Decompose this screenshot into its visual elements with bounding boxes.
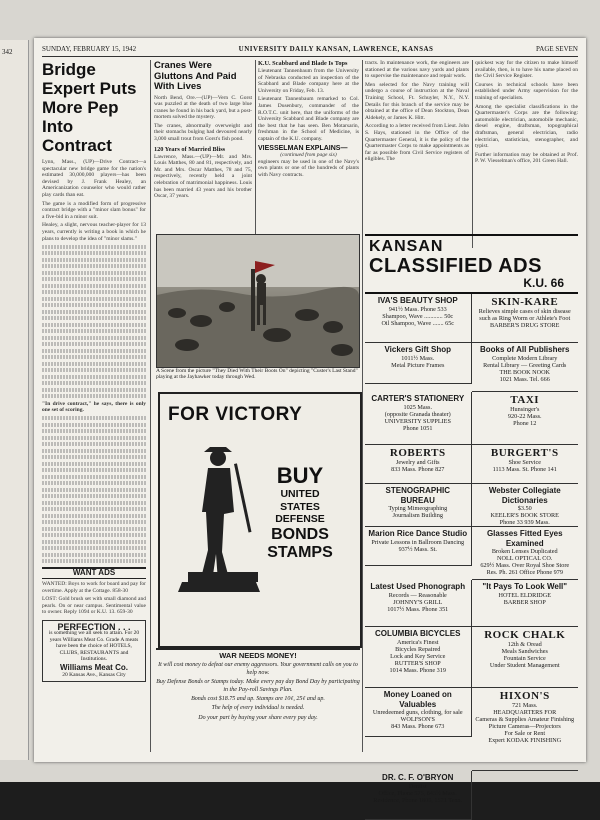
classified-ad-name: TAXI xyxy=(510,394,540,406)
classified-ad-line: Office, Phone 575, 845½ Mass. xyxy=(378,789,457,797)
classified-ad-line: Res. Ph. 261 Office Phone 979 xyxy=(486,569,563,576)
classified-ad-name: ROBERTS xyxy=(389,447,446,459)
williams-ad-title: PERFECTION . . . xyxy=(57,621,131,632)
classified-ad-line: BARBER SHOP xyxy=(503,598,546,606)
classified-ad-line: UNIVERSITY SUPPLIES xyxy=(384,417,451,425)
classified-ad xyxy=(365,527,472,566)
classified-ad-line: Phone 12 xyxy=(513,420,537,427)
scabbard-p2: Lieutenant Tannenbaum remarked to Col. James Dusenbury, commander of the R.O.T.C. unit here, that the uniforms of the University Scabbard and Blade company are the best that he has seen. Ben Motarsarin, freshman in the School of Medicine, is captain of the K.U. company. xyxy=(258,96,359,142)
viesselman-subhead: VIESSELMAN EXPLAINS— xyxy=(258,144,348,152)
classified-ad-line: Jewelry and Gifts xyxy=(395,459,440,466)
classified-ad-name: CARTER'S STATIONERY xyxy=(371,394,465,403)
header-page-number: PAGE SEVEN xyxy=(536,45,578,53)
classified-ad xyxy=(472,294,579,343)
williams-ad-text: is something we all seek to attain. For 20 years Williams Meat Co. Grade A meats have been the choice of HOTELS, CLUBS, RESTAURANTS and Institutions. xyxy=(48,630,140,663)
classified-ad-line: 1017½ Mass. Phone 351 xyxy=(387,605,449,613)
classified-title: CLASSIFIED ADS xyxy=(369,255,542,277)
classified-ad xyxy=(472,527,579,580)
classified-ad-line: 843 Mass. Phone 673 xyxy=(391,723,445,730)
buy-word: BUY xyxy=(276,463,324,488)
column-cranes-story xyxy=(154,60,252,236)
page-header xyxy=(42,42,578,57)
classified-ad xyxy=(365,771,472,820)
bridge-paragraph-2: The game is a modified form of progressive contract bridge with a "minor slam bonus" for a five-bid in a minor suit. xyxy=(42,200,146,220)
classified-ad-line: Relieves simple cases of skin disease such as Ring Worm or Athlete's Foot xyxy=(478,308,571,322)
classified-ad-line: 629½ Mass. Over Royal Shoe Store xyxy=(480,562,570,569)
classified-ad xyxy=(472,343,579,392)
cranes-p1: North Bend, Ore.—(UP)—Vern C. Gorst was puzzled at the death of two large blue cranes he found in his back yard, but a post-mortem solved the mystery. xyxy=(154,94,252,121)
williams-meat-ad xyxy=(42,620,146,682)
classified-ad xyxy=(472,484,579,527)
bridge-headline: Bridge Expert Puts More Pep Into Contract xyxy=(42,60,137,155)
classified-ad xyxy=(365,688,472,737)
classified-ad-line: Lock and Key Service xyxy=(390,652,446,660)
classified-ad xyxy=(472,580,579,627)
classified-ad-line: Complete Modern Library xyxy=(492,354,558,362)
war-needs-line-3: Bonds cost $18.75 and up. Stamps are 10¢, 25¢ and up. xyxy=(191,696,325,703)
classified-ad xyxy=(365,580,472,627)
civil-p3: Among the specialist classifications in the Quartermaster's Corps are the following: automobile electrician, automobile mechanic, diesel engine, draftsman, topographical draftsman, general electrician, radio electrician, statistician, stenographer, and typist. xyxy=(475,103,578,150)
classified-ad-line: Shoe Service xyxy=(508,459,541,466)
classified-ad-line: Private Lessons in Ballroom Dancing xyxy=(371,538,465,546)
header-date: SUNDAY, FEBRUARY 15, 1942 xyxy=(42,45,137,53)
classified-ad-line: Expert KODAK FINISHING xyxy=(488,737,562,744)
classified-ad-line: Oil Shampoo, Wave ....... 65c xyxy=(381,319,455,327)
classified-ad-line: Under Student Management xyxy=(489,662,560,669)
war-needs-line-4: The help of every individual is needed. xyxy=(211,705,305,712)
movie-scene-photo xyxy=(156,234,360,368)
classified-ad-line: Shampoo, Wave ............ 50c xyxy=(382,312,454,320)
classified-ad-line: RUTTER'S SHOP xyxy=(394,659,441,667)
war-needs-title: WAR NEEDS MONEY! xyxy=(219,651,297,660)
viesselman-p1: engineers may be used in one of the Navy's own plants or one of the hundreds of plants with Navy contracts. xyxy=(258,158,359,178)
classified-ad-name: COLUMBIA BICYCLES xyxy=(375,629,461,638)
united-word: UNITED xyxy=(280,488,320,500)
custer-scene-illustration xyxy=(157,235,359,367)
classified-ad xyxy=(472,627,579,688)
scabbard-headline: K.U. Scabbard and Blade Is Tops xyxy=(258,60,348,67)
classified-kansan: KANSAN xyxy=(369,238,444,255)
classified-ad-line: 920-22 Mass. xyxy=(507,413,542,420)
column-navy-story xyxy=(365,60,469,236)
bridge-paragraph-3: Healey, a slight, nervous teacher-player for 13 years, currently is writing a book in which he plans to develop the idea of "minor slams." xyxy=(42,222,146,242)
classified-ad-line: 833 Mass. Phone 827 xyxy=(391,466,445,473)
classified-ad xyxy=(365,392,472,445)
classified-ad-line: THE BOOK NOOK xyxy=(499,368,551,376)
classified-ad-name: SKIN-KARE xyxy=(491,296,559,308)
classified-ad-name: DR. C. F. O'BRYON xyxy=(382,773,454,782)
war-needs-line-1: It will cost money to defeat our enemy aggressors. Your government calls on you to help now. xyxy=(158,662,358,676)
classified-ad-name: STENOGRAPHIC BUREAU xyxy=(385,486,450,505)
classified-ad-line: For Sale or Rent xyxy=(504,730,546,737)
bridge-subhead: "In drive contract," he says, there is only one set of scoring. xyxy=(42,400,146,414)
previous-page-edge[interactable] xyxy=(0,40,29,760)
newspaper-page xyxy=(34,38,586,804)
classified-ad-name: Webster Collegiate Dictionaries xyxy=(488,486,561,505)
classified-ads-section xyxy=(365,234,578,804)
classified-ad-line: HEADQUARTERS FOR xyxy=(493,709,557,716)
classified-ad-line: 721 Mass. xyxy=(512,702,538,709)
classified-ad-name: HIXON'S xyxy=(499,690,550,702)
classified-ad-line: Fountain Service xyxy=(503,655,546,662)
classified-ad-line: Meals Sandwiches xyxy=(501,648,548,655)
classified-ad-line: Picture Cameras—Projectors xyxy=(488,723,561,730)
classified-ad-name: "It Pays To Look Well" xyxy=(482,582,568,591)
classified-ad-name: Glasses Fitted Eyes Examined xyxy=(486,529,563,548)
civil-p1: quickest way for the citizen to make himself available, then, is to have his name placed on the Civil Service Register. xyxy=(475,60,578,80)
classified-ad-line: Metal Picture Frames xyxy=(391,361,445,369)
classified-ad-name: Books of All Publishers xyxy=(480,345,570,354)
classified-ad-line: 1025 Mass. xyxy=(403,403,433,411)
classified-ad-line: 941½ Mass. Phone 533 xyxy=(388,305,447,313)
classified-ad-name: Money Loaned on Valuables xyxy=(383,690,452,709)
classified-ad-line: 1011½ Mass. xyxy=(401,354,435,362)
classified-ad-line: Rental Library — Greeting Cards xyxy=(483,361,567,369)
header-paper-name: UNIVERSITY DAILY KANSAN, LAWRENCE, KANSAS xyxy=(238,45,434,53)
married-bliss-p: Lawrence, Mass.—(UP)—Mr. and Mrs. Louis Matthes, 80 and 81, respectively, and Mr. and Mrs. Oscar Matthes, 78 and 75, respectively, recently held a joint celebration of matrimonial happiness. Louis has been married 43 years and his brother Oscar, 37 years. xyxy=(154,153,252,200)
classified-ad-line: Journalism Building xyxy=(392,512,443,519)
previous-page-number: 342 xyxy=(2,48,13,56)
classified-ad-line: Phone 33 939 Mass. xyxy=(499,519,550,526)
classified-ad-line: NOLL OPTICAL CO. xyxy=(497,555,553,562)
classified-header xyxy=(365,234,578,294)
classified-phone: K.U. 66 xyxy=(523,276,564,290)
classified-ad-name: BURGERT'S xyxy=(490,447,559,459)
williams-ad-company: Williams Meat Co. xyxy=(60,662,128,672)
classified-ad xyxy=(365,445,472,484)
classified-ad-line: Dentist xyxy=(408,782,427,790)
classified-grid xyxy=(365,294,578,820)
classified-ad-name: Latest Used Phonograph xyxy=(370,582,466,591)
civil-p2: Courses in technical schools have been established under Army supervision for the training of specialists. xyxy=(475,81,578,101)
classified-ad xyxy=(365,627,472,688)
classified-ad xyxy=(365,343,472,384)
classified-ad-name: IVA'S BEAUTY SHOP xyxy=(377,296,458,305)
classified-ad-name: Vickers Gift Shop xyxy=(384,345,452,354)
navy-p1: tracts. In maintenance work, the engineers are stationed at the various navy yards and plants to supervise the maintenance and repair work. xyxy=(365,60,469,80)
classified-ad-line: 1021 Mass. Tel. 666 xyxy=(499,375,550,383)
classified-ad-line: Bicycles Repaired xyxy=(395,645,441,653)
classified-ad-line: WOLFSON'S xyxy=(400,716,435,723)
classified-ad-line: 937½ Mass. St. xyxy=(398,545,437,553)
classified-ad-line: BARBER'S DRUG STORE xyxy=(490,322,560,329)
bonds-word: BONDS xyxy=(271,525,329,543)
want-ad-2: LOST: Gold brush set with small diamond and pearls. On or near campus. Sentimental value to owner. Reply 1094 or K.U. 13. 659-30 xyxy=(42,596,146,616)
defense-word: DEFENSE xyxy=(275,513,325,525)
classified-ad-line: Records — Reasonable xyxy=(388,591,447,599)
classified-ad-line: 1113 Mass. St. Phone 141 xyxy=(492,466,557,473)
classified-ad-line: (opposite Granada theater) xyxy=(384,410,451,418)
classified-ad-line: 1014 Mass. Phone 319 xyxy=(389,666,446,674)
classified-ad-line: Broken Lenses Duplicated xyxy=(491,548,558,555)
war-needs-line-5: Do your part by buying your share every pay day. xyxy=(198,714,318,721)
viesselman-continued: (continued from page six) xyxy=(280,152,337,159)
classified-ad-line: Phone 1051 xyxy=(403,424,433,432)
classified-ad-line: Unredeemed guns, clothing, for sale xyxy=(372,709,463,716)
stamps-word: STAMPS xyxy=(267,543,333,561)
buy-bonds-text xyxy=(254,464,346,562)
cranes-headline: Cranes Were Gluttons And Paid With Lives xyxy=(154,60,237,92)
scabbard-p1: Lieutenant Tannenbaum from the University of Nebraska conducted an inspection of the Scabbard and Blade company here at the University on Friday, Feb. 13. xyxy=(258,68,359,94)
williams-ad-address: 20 Kansas Ave., Kansas City xyxy=(62,671,126,678)
civil-p4: Further information may be obtained at Prof. P. W. Viesselman's office, 201 Green Hall. xyxy=(475,151,578,165)
classified-ad xyxy=(472,392,579,445)
classified-ad-line: Hunsinger's xyxy=(510,406,540,413)
want-ads-title: WANT ADS xyxy=(42,567,146,579)
classified-ad-line: Residence, Phone 1806, 1521 Tenn. xyxy=(373,796,463,804)
column-civil-service xyxy=(475,60,578,236)
classified-ad-name: ROCK CHALK xyxy=(484,629,566,641)
classified-ad-line: America's Finest xyxy=(397,638,439,646)
classified-ad-line: Cameras & Supplies Amateur Finishing xyxy=(475,716,575,723)
cranes-p2: The cranes, abnormally overweight and their stomachs bulging had devoured nearly 3,000 small trout from Gorst's fish pond. xyxy=(154,122,252,143)
war-needs-money-notice xyxy=(156,648,360,754)
classified-ad-line: 12th & Oread xyxy=(507,641,542,648)
classified-ad xyxy=(472,688,579,771)
classified-ad xyxy=(365,294,472,343)
classified-ad-line: $3.50 xyxy=(517,505,532,512)
movie-photo-caption: A Scene from the picture "They Died With Their Boots On" depicting "Custer's Last Stand" playing at the Jayhawker today through Wed. xyxy=(156,368,358,381)
want-ad-1: WANTED: Boys to work for board and pay for overtime. Apply at the Cottage. 858-30 xyxy=(42,580,146,594)
bridge-lead: Lynn, Mass., (UP)—Drive Contract—a spectacular new bridge game for the nation's estimated 30,000,000 players—has been devised by J. Frank Healey, an Americanization counselor who would rather play cards than eat. xyxy=(42,159,146,198)
classified-ad-line: Typing Mimeographing xyxy=(388,505,448,512)
classified-ad xyxy=(365,484,472,527)
for-victory-heading: FOR VICTORY xyxy=(168,404,303,425)
minuteman-statue-icon xyxy=(178,442,260,592)
war-needs-line-2: Buy Defense Bonds or Stamps today. Make every pay day Bond Day by participating in the Pay-roll Savings Plan. xyxy=(156,679,360,693)
classified-ad xyxy=(472,445,579,484)
classified-ad-line: JOHNNY'S GRILL xyxy=(393,598,443,606)
classified-ad-line: HOTEL ELDRIDGE xyxy=(498,591,552,599)
married-bliss-subhead: 120 Years of Married Bliss xyxy=(154,145,226,153)
classified-ad-line: KEELER'S BOOK STORE xyxy=(490,512,559,519)
column-scabbard-story xyxy=(258,60,359,236)
column-bridge-story xyxy=(42,60,146,754)
defense-bonds-ad xyxy=(158,392,362,648)
states-word: STATES xyxy=(280,500,320,513)
navy-p3: According to a letter received from Lieut. John S. Hays, stationed in the Office of the Quartermaster General, it is the policy of the Quartermaster Corps to make appointments as far as possible from Civil Service registers of eligibles. The xyxy=(365,123,469,163)
navy-p2: Men selected for the Navy training will undergo a course of instruction at the Naval Training School, Ft. Schuyler, N.Y., N.Y. Details for this branch of the service may be obtained at the office of Dean Stockton, Dean Aldekely, or James K. Hitt. xyxy=(365,81,469,121)
classified-ad-name: Marion Rice Dance Studio xyxy=(368,529,468,538)
